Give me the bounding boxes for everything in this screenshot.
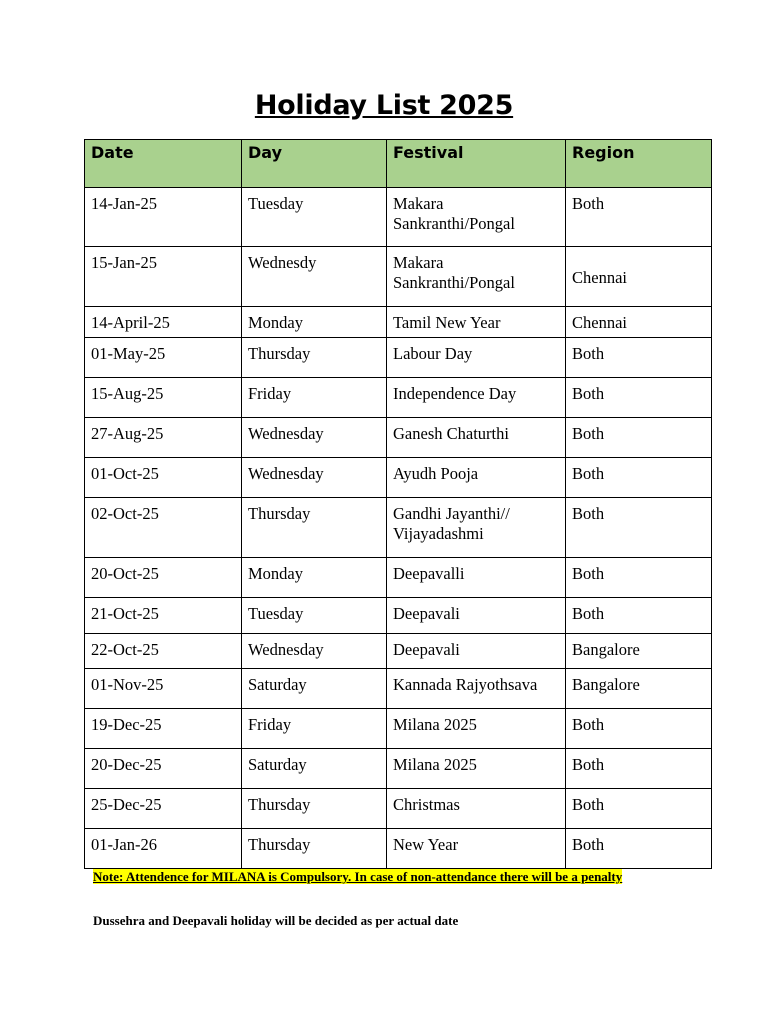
cell-region: Both (566, 789, 712, 829)
cell-region: Both (566, 338, 712, 378)
table-row (85, 598, 712, 634)
cell-day: Wednesday (242, 418, 387, 458)
table-row (85, 188, 712, 247)
cell-day: Thursday (242, 829, 387, 869)
cell-date: 20-Oct-25 (85, 558, 242, 598)
table-row (85, 829, 712, 869)
cell-date: 15-Aug-25 (85, 378, 242, 418)
cell-region: Both (566, 709, 712, 749)
cell-day: Wednesday (242, 458, 387, 498)
cell-day: Friday (242, 378, 387, 418)
table-row (85, 307, 712, 338)
cell-date: 22-Oct-25 (85, 634, 242, 669)
cell-festival: Milana 2025 (387, 749, 566, 789)
cell-region: Both (566, 458, 712, 498)
cell-festival: Christmas (387, 789, 566, 829)
cell-festival: Ganesh Chaturthi (387, 418, 566, 458)
cell-festival: Deepavali (387, 634, 566, 669)
table-row (85, 338, 712, 378)
table-row (85, 558, 712, 598)
cell-region: Both (566, 749, 712, 789)
cell-region: Both (566, 188, 712, 247)
cell-date: 15-Jan-25 (85, 247, 242, 307)
cell-date: 01-Nov-25 (85, 669, 242, 709)
cell-festival: Deepavalli (387, 558, 566, 598)
cell-day: Thursday (242, 338, 387, 378)
cell-day: Saturday (242, 749, 387, 789)
cell-date: 20-Dec-25 (85, 749, 242, 789)
footer-note: Dussehra and Deepavali holiday will be decided as per actual date (93, 913, 459, 928)
table-row (85, 709, 712, 749)
cell-day: Monday (242, 558, 387, 598)
header-region: Region (566, 140, 712, 188)
cell-day: Tuesday (242, 188, 387, 247)
cell-region: Both (566, 558, 712, 598)
table-row (85, 418, 712, 458)
cell-festival: New Year (387, 829, 566, 869)
cell-festival: Makara Sankranthi/Pongal (387, 247, 566, 307)
table-row (85, 634, 712, 669)
cell-date: 14-Jan-25 (85, 188, 242, 247)
header-festival: Festival (387, 140, 566, 188)
cell-region: Bangalore (566, 669, 712, 709)
table-row (85, 749, 712, 789)
cell-date: 21-Oct-25 (85, 598, 242, 634)
cell-festival: Gandhi Jayanthi// Vijayadashmi (387, 498, 566, 558)
cell-date: 14-April-25 (85, 307, 242, 338)
cell-festival: Makara Sankranthi/Pongal (387, 188, 566, 247)
table-row (85, 789, 712, 829)
table-row (85, 669, 712, 709)
cell-date: 19-Dec-25 (85, 709, 242, 749)
cell-day: Tuesday (242, 598, 387, 634)
holiday-table (84, 139, 712, 869)
cell-region: Both (566, 418, 712, 458)
cell-day: Wednesdy (242, 247, 387, 307)
cell-date: 01-Jan-26 (85, 829, 242, 869)
cell-date: 27-Aug-25 (85, 418, 242, 458)
cell-region: Both (566, 829, 712, 869)
cell-day: Saturday (242, 669, 387, 709)
table-row (85, 247, 712, 307)
cell-region: Both (566, 598, 712, 634)
cell-region: Both (566, 378, 712, 418)
page-title: Holiday List 2025 (254, 90, 514, 121)
table-row (85, 498, 712, 558)
table-header-row (85, 140, 712, 188)
cell-festival: Labour Day (387, 338, 566, 378)
cell-region: Chennai (566, 307, 712, 338)
cell-festival: Kannada Rajyothsava (387, 669, 566, 709)
cell-day: Thursday (242, 498, 387, 558)
table-row (85, 378, 712, 418)
table-row (85, 458, 712, 498)
header-day: Day (242, 140, 387, 188)
cell-festival: Milana 2025 (387, 709, 566, 749)
cell-region: Both (566, 498, 712, 558)
cell-festival: Ayudh Pooja (387, 458, 566, 498)
cell-festival: Tamil New Year (387, 307, 566, 338)
cell-festival: Independence Day (387, 378, 566, 418)
cell-date: 25-Dec-25 (85, 789, 242, 829)
attendance-note (93, 868, 693, 886)
header-date: Date (85, 140, 242, 188)
cell-day: Monday (242, 307, 387, 338)
note-text: Note: Attendence for MILANA is Compulsory. In case of non-attendance there will be a penalty (93, 869, 623, 884)
cell-date: 01-Oct-25 (85, 458, 242, 498)
cell-region: Bangalore (566, 634, 712, 669)
cell-festival: Deepavali (387, 598, 566, 634)
cell-day: Friday (242, 709, 387, 749)
cell-date: 02-Oct-25 (85, 498, 242, 558)
cell-date: 01-May-25 (85, 338, 242, 378)
cell-region: Chennai (566, 247, 712, 307)
cell-day: Thursday (242, 789, 387, 829)
cell-day: Wednesday (242, 634, 387, 669)
